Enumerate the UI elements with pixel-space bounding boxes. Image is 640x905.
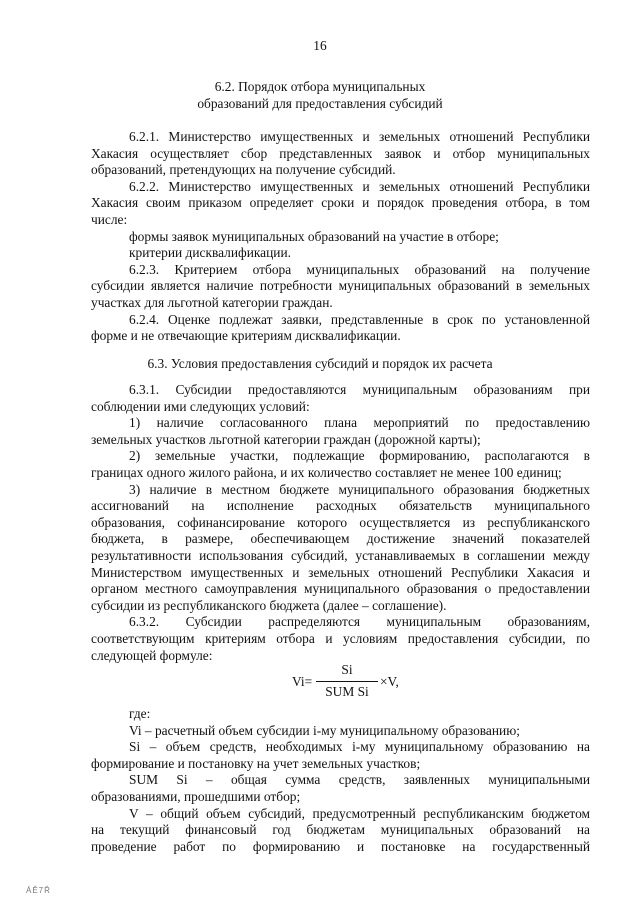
text-line: проведение работ по формированию и постановке на государственный xyxy=(91,838,590,854)
text-line: органом местного самоуправления муниципального образования о предоставлении xyxy=(91,581,590,597)
text-line: на текущий финансовый год бюджетам муниципальных образований на xyxy=(91,822,590,838)
text-line: соответствующим критериям отбора и условиям предоставления субсидии, по xyxy=(91,630,590,646)
text-line: Vi – расчетный объем субсидии i-му муниципальному образованию; xyxy=(129,722,520,738)
text-line: V – общий объем субсидий, предусмотренный республиканским бюджетом xyxy=(129,805,590,821)
text-line: SUM Si – общая сумма средств, заявленных муниципальными xyxy=(129,772,590,788)
text-line: бюджета, в размере, обеспечивающем достижение значений показателей xyxy=(91,531,590,547)
text-line: ассигнований на исполнение расходных обязательств муниципального xyxy=(91,498,590,514)
text-line: 6.2.2. Министерство имущественных и земельных отношений Республики xyxy=(129,178,590,194)
formula-legend xyxy=(91,706,590,855)
section-6-2-body xyxy=(91,129,590,345)
text-line: 6.2.4. Оценке подлежат заявки, представленные в срок по установленной xyxy=(129,311,590,327)
text-line: критерии дисквалификации. xyxy=(129,245,291,261)
text-line: границах одного жилого района, и их количество составляет не менее 100 единиц; xyxy=(91,464,562,480)
text-line: где: xyxy=(129,706,151,721)
subsidy-formula xyxy=(292,662,432,702)
fraction-bar xyxy=(316,681,378,682)
page-number: 16 xyxy=(313,38,327,53)
text-line: формы заявок муниципальных образований на участие в отборе; xyxy=(129,228,499,244)
text-line: Министерством имущественных и земельных отношений Республики Хакасия и xyxy=(91,564,590,580)
text-line: образования, софинансирование которого осуществляется из республиканского xyxy=(91,514,590,530)
text-line: 6.3.1. Субсидии предоставляются муниципальным образованиям при xyxy=(129,382,590,397)
text-line: субсидии является наличие потребности муниципальных образований в земельных xyxy=(91,278,590,294)
formula-tail: ×V, xyxy=(380,674,399,689)
text-line: образований, претендующих на получение субсидий. xyxy=(91,162,396,178)
text-line: Хакасия осуществляет сбор представленных заявок и отбор муниципальных xyxy=(91,145,590,161)
heading-line: 6.2. Порядок отбора муниципальных xyxy=(214,79,426,94)
text-line: следующей формуле: xyxy=(91,647,213,663)
text-line: 6.2.3. Критерием отбора муниципальных образований на получение xyxy=(129,261,590,277)
formula-numerator: Si xyxy=(341,662,353,677)
formula-denominator: SUM Si xyxy=(325,684,369,699)
text-line: 1) наличие согласованного плана мероприятий по предоставлению xyxy=(129,415,590,431)
text-line: 2) земельные участки, подлежащие формированию, располагаются в xyxy=(129,448,590,464)
section-6-3-body xyxy=(91,382,590,664)
text-line: Хакасия своим приказом определяет сроки и порядок проведения отбора, в том xyxy=(91,195,590,211)
text-line: 3) наличие в местном бюджете муниципального образования бюджетных xyxy=(129,481,590,497)
text-line: форме и не отвечающие критериям дисквалификации. xyxy=(91,328,401,344)
heading-line: образований для предоставления субсидий xyxy=(197,95,443,111)
text-line: результативности использования субсидий, устанавливаемых в соглашении между xyxy=(91,547,590,563)
text-line: 6.3.2. Субсидии распределяются муниципальным образованиям, xyxy=(129,614,590,630)
text-line: земельных участков льготной категории граждан (дорожной карты); xyxy=(91,431,481,447)
text-line: Si – объем средств, необходимых i-му муниципальному образованию на xyxy=(129,739,590,755)
text-line: участках для льготной категории граждан. xyxy=(91,294,333,310)
text-line: соблюдении ими следующих условий: xyxy=(91,398,310,414)
footer-mark: ÁĚ7Ř xyxy=(26,886,51,895)
text-line: 6.2.1. Министерство имущественных и земельных отношений Республики xyxy=(129,129,590,144)
text-line: образованиями, прошедшими отбор; xyxy=(91,788,301,804)
section-heading-6-2 xyxy=(118,79,522,112)
text-line: субсидии из республиканского бюджета (далее – соглашение). xyxy=(91,597,447,613)
text-line: числе: xyxy=(91,211,128,227)
formula-lhs: Vi= xyxy=(292,674,313,689)
text-line: формирование и постановку на учет земельных участков; xyxy=(91,755,421,771)
section-heading-6-3: 6.3. Условия предоставления субсидий и порядок их расчета xyxy=(147,356,493,371)
